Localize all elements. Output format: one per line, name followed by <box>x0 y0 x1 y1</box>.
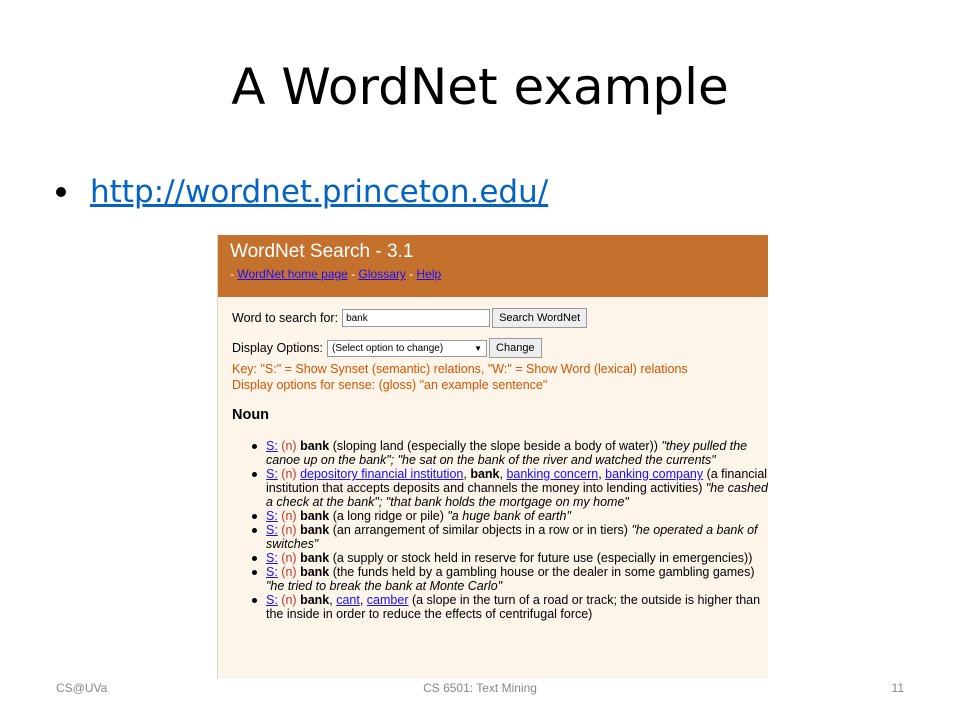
sense-gloss: (an arrangement of similar objects in a row or in tiers) <box>329 523 632 537</box>
synset-link[interactable]: S: <box>266 439 278 453</box>
nav-separator: - <box>347 267 359 281</box>
dropdown-arrow-icon: ▼ <box>474 343 483 353</box>
search-wordnet-button[interactable]: Search WordNet <box>492 308 587 328</box>
pos-tag: (n) <box>281 467 297 481</box>
footer-page-number: 11 <box>891 681 904 695</box>
sense-example: "he cashed a check at the bank"; "that bank holds the mortgage on my home" <box>266 481 768 509</box>
sense-item: S: (n) depository financial institution, bank, banking concern, banking company (a financial institution that accepts deposits and channels the money into lending activities) "he cashed a check at the bank"; "that bank holds the mortgage on my home" <box>266 467 768 509</box>
sense-gloss: (a financial institution that accepts deposits and channels the money into lending activities) <box>266 467 768 495</box>
synset-link[interactable]: S: <box>266 509 278 523</box>
display-options-label: Display Options: <box>232 341 324 355</box>
sense-gloss: (a slope in the turn of a road or track; the outside is higher than the inside in order to reduce the effects of centrifugal force) <box>266 593 761 621</box>
wordnet-header <box>218 235 768 297</box>
wordnet-nav <box>230 267 768 281</box>
synonym-link[interactable]: banking company <box>605 467 704 481</box>
display-options-row <box>232 337 768 359</box>
bullet-dot-icon <box>56 187 66 197</box>
sense-item <box>266 509 768 523</box>
pos-tag: (n) <box>281 551 297 565</box>
wordnet-screenshot <box>217 235 768 679</box>
sense-gloss: (a long ridge or pile) <box>329 509 448 523</box>
synonym-link[interactable]: depository financial institution <box>300 467 464 481</box>
sense-example: "he operated a bank of switches" <box>266 523 758 551</box>
select-value: (Select option to change) <box>332 342 444 354</box>
sense-head: bank <box>300 523 330 537</box>
display-sense-line: Display options for sense: (gloss) "an example sentence" <box>232 378 548 392</box>
sense-item <box>266 551 768 565</box>
search-row <box>232 307 768 329</box>
sense-head: bank <box>300 565 330 579</box>
sense-item: S: (n) bank, cant, camber (a slope in the turn of a road or track; the outside is higher than the inside in order to reduce the effects of centrifugal force) <box>266 593 768 621</box>
sense-example: "he tried to break the bank at Monte Carlo" <box>266 579 503 593</box>
pos-tag: (n) <box>281 565 297 579</box>
change-button[interactable]: Change <box>489 338 542 358</box>
synonym-link[interactable]: camber <box>366 593 409 607</box>
slide-title: A WordNet example <box>231 58 729 116</box>
pos-tag: (n) <box>281 439 297 453</box>
nav-home-link[interactable]: WordNet home page <box>237 267 348 281</box>
bullet-item <box>56 174 548 210</box>
synonym-link[interactable]: banking concern <box>506 467 599 481</box>
footer-org: CS@UVa <box>56 681 108 695</box>
sense-example: "they pulled the canoe up on the bank"; "he sat on the bank of the river and watched the currents" <box>266 439 748 467</box>
nav-glossary-link[interactable]: Glossary <box>358 267 406 281</box>
sense-item <box>266 523 768 551</box>
nav-help-link[interactable]: Help <box>416 267 442 281</box>
synset-link[interactable]: S: <box>266 551 278 565</box>
search-label: Word to search for: <box>232 311 339 325</box>
wordnet-url-link[interactable]: http://wordnet.princeton.edu/ <box>90 174 549 210</box>
key-line: Key: "S:" = Show Synset (semantic) relations, "W:" = Show Word (lexical) relations <box>232 362 688 376</box>
display-options-select[interactable] <box>327 340 487 357</box>
sense-head: bank <box>300 551 330 565</box>
sense-gloss: (a supply or stock held in reserve for future use (especially in emergencies)) <box>329 551 753 565</box>
sense-gloss: (sloping land (especially the slope beside a body of water)) <box>329 439 662 453</box>
sense-head: bank <box>300 509 330 523</box>
footer-course: CS 6501: Text Mining <box>423 681 537 695</box>
sense-gloss: (the funds held by a gambling house or the dealer in some gambling games) <box>329 565 755 579</box>
sense-list <box>232 439 768 621</box>
sense-head: bank <box>300 439 330 453</box>
nav-prefix: - <box>230 267 238 281</box>
synonym-link[interactable]: cant <box>336 593 360 607</box>
sense-example: "a huge bank of earth" <box>447 509 571 523</box>
synset-link[interactable]: S: <box>266 467 278 481</box>
pos-tag: (n) <box>281 509 297 523</box>
sense-item <box>266 565 768 593</box>
nav-separator: - <box>405 267 417 281</box>
wordnet-title: WordNet Search - 3.1 <box>230 241 414 262</box>
pos-tag: (n) <box>281 523 297 537</box>
synset-link[interactable]: S: <box>266 565 278 579</box>
pos-tag: (n) <box>281 593 297 607</box>
search-input[interactable] <box>342 309 490 327</box>
synset-link[interactable]: S: <box>266 593 278 607</box>
wordnet-body <box>218 297 768 621</box>
sense-head: bank <box>300 593 330 607</box>
synset-link[interactable]: S: <box>266 523 278 537</box>
sense-item <box>266 439 768 467</box>
sense-head: bank <box>470 467 500 481</box>
noun-heading: Noun <box>232 407 270 423</box>
